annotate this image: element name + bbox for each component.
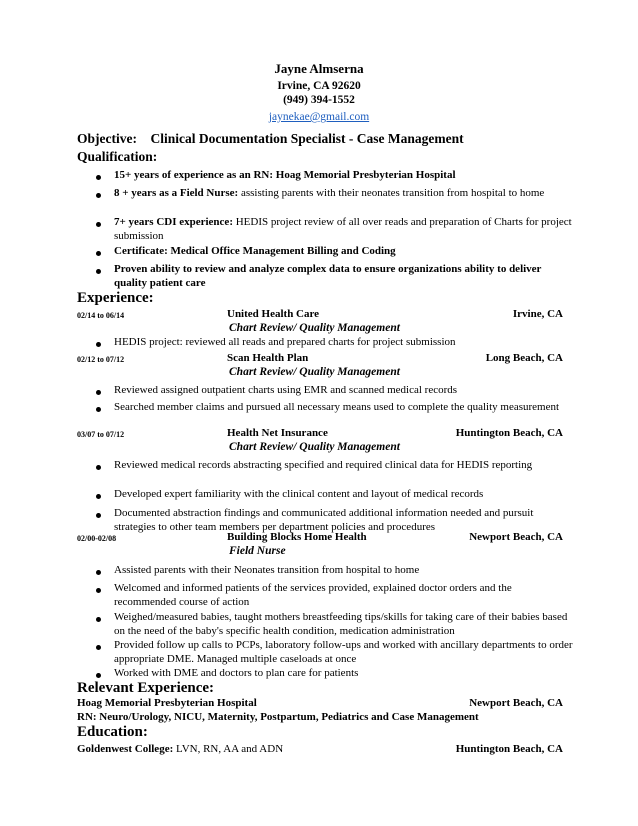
bullet-icon (96, 513, 101, 518)
job-employer: Scan Health Plan (227, 352, 309, 364)
education-degrees: LVN, RN, AA and ADN (173, 743, 284, 755)
job-bullet: Weighed/measured babies, taught mothers breastfeeding tips/skills for taking care of their babies based on the need of the baby's specific health condition, medication administration (114, 611, 568, 637)
bullet-icon (96, 175, 101, 180)
relevant-employer: Hoag Memorial Presbyterian Hospital (77, 697, 257, 709)
job-employer: Building Blocks Home Health (227, 531, 367, 543)
job-role: Chart Review/ Quality Management (229, 441, 400, 453)
qualification-item: 15+ years of experience as an RN: Hoag Memorial Presbyterian Hospital (114, 169, 456, 181)
qualification-item: 7+ years CDI experience: HEDIS project review of all over reads and preparation of Charts for project submission (114, 216, 572, 242)
job-bullet: HEDIS project: reviewed all reads and prepared charts for project submission (114, 336, 456, 348)
job-bullet: Welcomed and informed patients of the services provided, explained doctor orders and the recommended course of action (114, 582, 512, 608)
contact-header (0, 61, 638, 125)
education-heading: Education: (77, 724, 148, 740)
job-role: Field Nurse (229, 545, 286, 557)
bullet-icon (96, 269, 101, 274)
bullet-icon (96, 494, 101, 499)
job-bullet: Assisted parents with their Neonates transition from hospital to home (114, 564, 420, 576)
education-location: Huntington Beach, CA (455, 743, 563, 755)
bullet-icon (96, 465, 101, 470)
relevant-detail: RN: Neuro/Urology, NICU, Maternity, Postpartum, Pediatrics and Case Management (77, 711, 479, 723)
qualification-item: Certificate: Medical Office Management Billing and Coding (114, 245, 396, 257)
bullet-icon (96, 342, 101, 347)
bullet-icon (96, 251, 101, 256)
bullet-icon (96, 570, 101, 575)
bullet-icon (96, 222, 101, 227)
bullet-icon (96, 193, 101, 198)
bullet-icon (96, 617, 101, 622)
bullet-icon (96, 588, 101, 593)
objective-text: Clinical Documentation Specialist - Case Management (150, 131, 464, 146)
bullet-icon (96, 390, 101, 395)
job-location: Irvine, CA (512, 308, 563, 320)
phone-line: (949) 394-1552 (283, 94, 355, 106)
job-bullet: Searched member claims and pursued all necessary means used to complete the quality measurement (114, 401, 560, 413)
city-line: Irvine, CA 92620 (277, 80, 361, 92)
objective-line (77, 131, 464, 147)
relevant-heading: Relevant Experience: (77, 680, 215, 696)
qualification-item: Proven ability to review and analyze complex data to ensure organizations ability to deliver quality patient care (114, 263, 542, 289)
qualification-heading: Qualification: (77, 149, 158, 164)
job-dates: 03/07 to 07/12 (77, 430, 125, 439)
job-dates: 02/00-02/08 (77, 534, 117, 543)
experience-heading: Experience: (77, 290, 154, 306)
bullet-icon (96, 407, 101, 412)
job-role: Chart Review/ Quality Management (229, 322, 400, 334)
candidate-name: Jayne Almserna (274, 61, 364, 76)
job-location: Long Beach, CA (485, 352, 563, 364)
education-school: Goldenwest College: (77, 743, 174, 755)
objective-label: Objective: (77, 131, 137, 146)
relevant-location: Newport Beach, CA (469, 697, 563, 709)
job-employer: United Health Care (227, 308, 320, 320)
job-bullet: Developed expert familiarity with the clinical content and layout of medical records (114, 488, 484, 500)
job-location: Newport Beach, CA (469, 531, 563, 543)
job-location: Huntington Beach, CA (455, 427, 563, 439)
job-bullet: Documented abstraction findings and communicated additional information needed and pursuit strategies to other team members per department policies and procedures (114, 507, 534, 533)
job-dates: 02/12 to 07/12 (77, 355, 125, 364)
education-line (77, 743, 283, 755)
job-bullet: Provided follow up calls to PCPs, laboratory follow-ups and worked with ancillary departments to order appropriate DME. Managed multiple caseloads at once (114, 639, 573, 665)
bullet-icon (96, 673, 101, 678)
job-role: Chart Review/ Quality Management (229, 366, 400, 378)
email-link[interactable]: jaynekae@gmail.com (268, 111, 370, 123)
job-employer: Health Net Insurance (227, 427, 328, 439)
job-dates: 02/14 to 06/14 (77, 311, 125, 320)
job-bullet: Reviewed medical records abstracting specified and required clinical data for HEDIS reporting (114, 459, 533, 471)
job-bullet: Worked with DME and doctors to plan care for patients (114, 667, 359, 679)
job-bullet: Reviewed assigned outpatient charts using EMR and scanned medical records (114, 384, 458, 396)
bullet-icon (96, 645, 101, 650)
qualification-item: 8 + years as a Field Nurse: assisting parents with their neonates transition from hospital to home (114, 187, 545, 199)
